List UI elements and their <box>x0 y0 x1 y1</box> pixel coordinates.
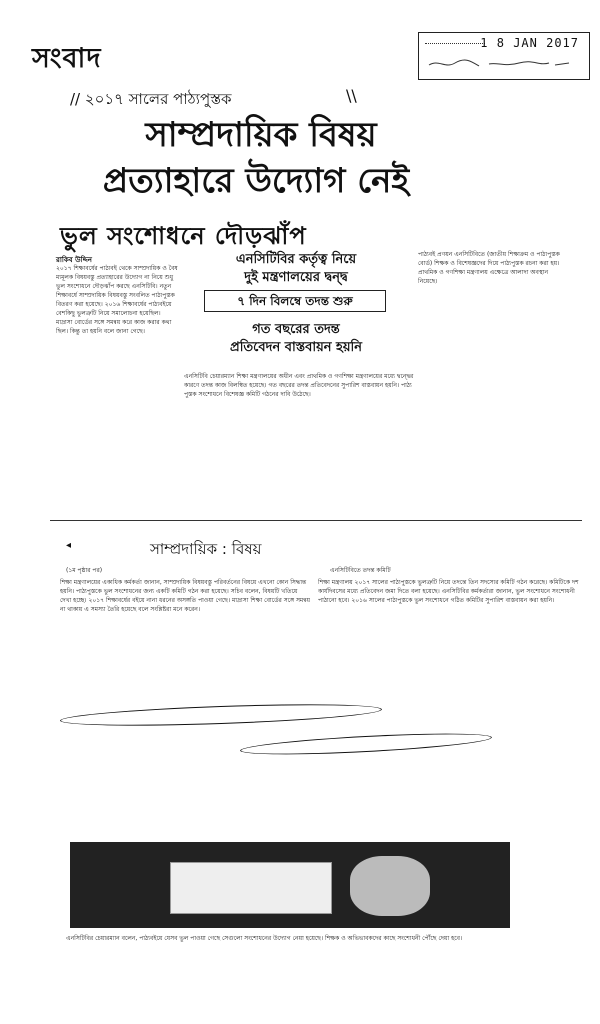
inset-sub-1: গত বছরের তদন্ত <box>252 322 340 337</box>
continuation-right-column: শিক্ষা মন্ত্রণালয় ২০১৭ সালের পাঠ্যপুস্তকে ভুলত্রুটি নিয়ে তদন্তে তিন সদস্যের কমিটি গঠন করেছে। কমিটিকে দশ কার্যদিবসের মধ্যে প্রতিবেদন জমা দিতে বলা হয়েছে। এনসিটিবির কর্মকর্তারা জানান, ভুল সংশোধনে সংশোধনী পাঠানো হবে। ২০১৬ সালের পাঠ্যপুস্তকে ভুল সংশোধনে গঠিত কমিটির সুপারিশ বাস্তবায়ন করা হয়নি। <box>318 579 579 604</box>
article-column-1: ২০১৭ শিক্ষাবর্ষের পাঠ্যবই থেকে সাম্প্রদায়িক ও বৈষম্যমূলক বিষয়বস্তু প্রত্যাহারের উদ্যোগ না নিয়ে শুধু ভুল সংশোধনে দৌড়ঝাঁপ করছে এনসিটিবি। নতুন শিক্ষাবর্ষে সাম্প্রদায়িক বিষয়বস্তু সংবলিত পাঠ্যপুস্তক বিতরণ করা হয়েছে। ২০১৬ শিক্ষাবর্ষের পাঠ্যবইয়ে বেশকিছু ভুলত্রুটি নিয়ে সমালোচনা হয়েছিল। মাদ্রাসা বোর্ডের সঙ্গে সমন্বয় করে কাজ করার কথা ছিল। কিন্তু তা হয়নি বলে জানা গেছে। <box>56 265 178 335</box>
inset-sub-2: প্রতিবেদন বাস্তবায়ন হয়নি <box>229 340 363 355</box>
date-stamp <box>418 32 590 80</box>
byline: রাকিব উদ্দিন <box>56 256 92 264</box>
photo-book-cover <box>170 862 332 914</box>
stamp-dotted-line <box>425 43 485 44</box>
kicker-slash-marks: // <box>70 90 81 108</box>
continuation-right-label: এনসিটিবিতে তদন্ত কমিটি <box>330 567 391 574</box>
subheadline: ভুল সংশোধনে দৌড়ঝাঁপ <box>60 222 307 250</box>
article-photo <box>70 842 510 928</box>
continuation-left-column: শিক্ষা মন্ত্রণালয়ের একাধিক কর্মকর্তা জানান, সাম্প্রদায়িক বিষয়বস্তু পরিবর্তনের বিষয়ে এখনো কোন সিদ্ধান্ত হয়নি। পাঠ্যপুস্তকে ভুল সংশোধনের জন্য একটি কমিটি গঠন করা হয়েছে। সচিব বলেন, বিষয়টি খতিয়ে দেখা হচ্ছে। ২০১৭ শিক্ষাবর্ষের বইয়ে নানা ধরনের অসঙ্গতি পাওয়া গেছে। মাদ্রাসা শিক্ষা বোর্ডের সঙ্গে সমন্বয় না থাকায় এ সমস্যা তৈরি হয়েছে বলে সংশ্লিষ্টরা মনে করেন। <box>60 579 310 613</box>
kicker-closing-mark: \\ <box>346 86 357 105</box>
stamp-date: 1 8 JAN 2017 <box>480 36 579 50</box>
photo-emblem <box>350 856 430 916</box>
article-bottom-text: এনসিটিবির চেয়ারম্যান বলেন, পাঠ্যবইয়ে যেসব ভুল পাওয়া গেছে সেগুলো সংশোধনের উদ্যোগ নেয়া হয়েছে। শিক্ষক ও অভিভাবকদের কাছে সংশোধনী পৌঁছে দেয়া হবে। <box>66 935 463 942</box>
inset-title-2: দুই মন্ত্রণালয়ের দ্বন্দ্ব <box>244 270 348 285</box>
headline-line-2: প্রত্যাহারে উদ্যোগ নেই <box>102 161 410 201</box>
section-divider <box>50 520 582 521</box>
newspaper-masthead: সংবাদ <box>32 43 102 74</box>
continuation-bullet: ◂ <box>66 540 72 551</box>
article-column-2: এনসিটিবি চেয়ারম্যান শিক্ষা মন্ত্রণালয়ের অধীন এবং প্রাথমিক ও গণশিক্ষা মন্ত্রণালয়ের মধ্যে দ্বন্দ্বের কারণে তদন্ত কাজ বিলম্বিত হয়েছে। গত বছরের তদন্ত প্রতিবেদনের সুপারিশ বাস্তবায়ন হয়নি। পাঠ্যপুস্তক সংশোধনে বিশেষজ্ঞ কমিটি গঠনের দাবি উঠেছে। <box>184 373 414 398</box>
article-column-3: পাঠ্যবই প্রণয়ন এনসিটিবিতে (জাতীয় শিক্ষাক্রম ও পাঠ্যপুস্তক বোর্ড) শিক্ষক ও বিশেষজ্ঞদের দিয়ে পাঠ্যপুস্তক রচনা করা হয়। প্রাথমিক ও গণশিক্ষা মন্ত্রণালয় এক্ষেত্রে আলাদা অবস্থান নিয়েছে। <box>418 251 560 285</box>
stamp-handwriting-signature <box>427 57 577 74</box>
kicker-text: ২০১৭ সালের পাঠ্যপুস্তক <box>84 90 232 108</box>
continuation-from-label: (১ম পৃষ্ঠার পর) <box>66 567 103 574</box>
inset-box <box>180 248 412 366</box>
continuation-title: সাম্প্রদায়িক : বিষয় <box>150 540 262 558</box>
inset-title-1: এনসিটিবির কর্তৃত্ব নিয়ে <box>235 252 357 267</box>
headline-kicker <box>70 88 232 113</box>
headline-line-1: সাম্প্রদায়িক বিষয় <box>145 115 377 155</box>
inset-boxed-label: ৭ দিন বিলম্বে তদন্ত শুরু <box>204 290 386 312</box>
